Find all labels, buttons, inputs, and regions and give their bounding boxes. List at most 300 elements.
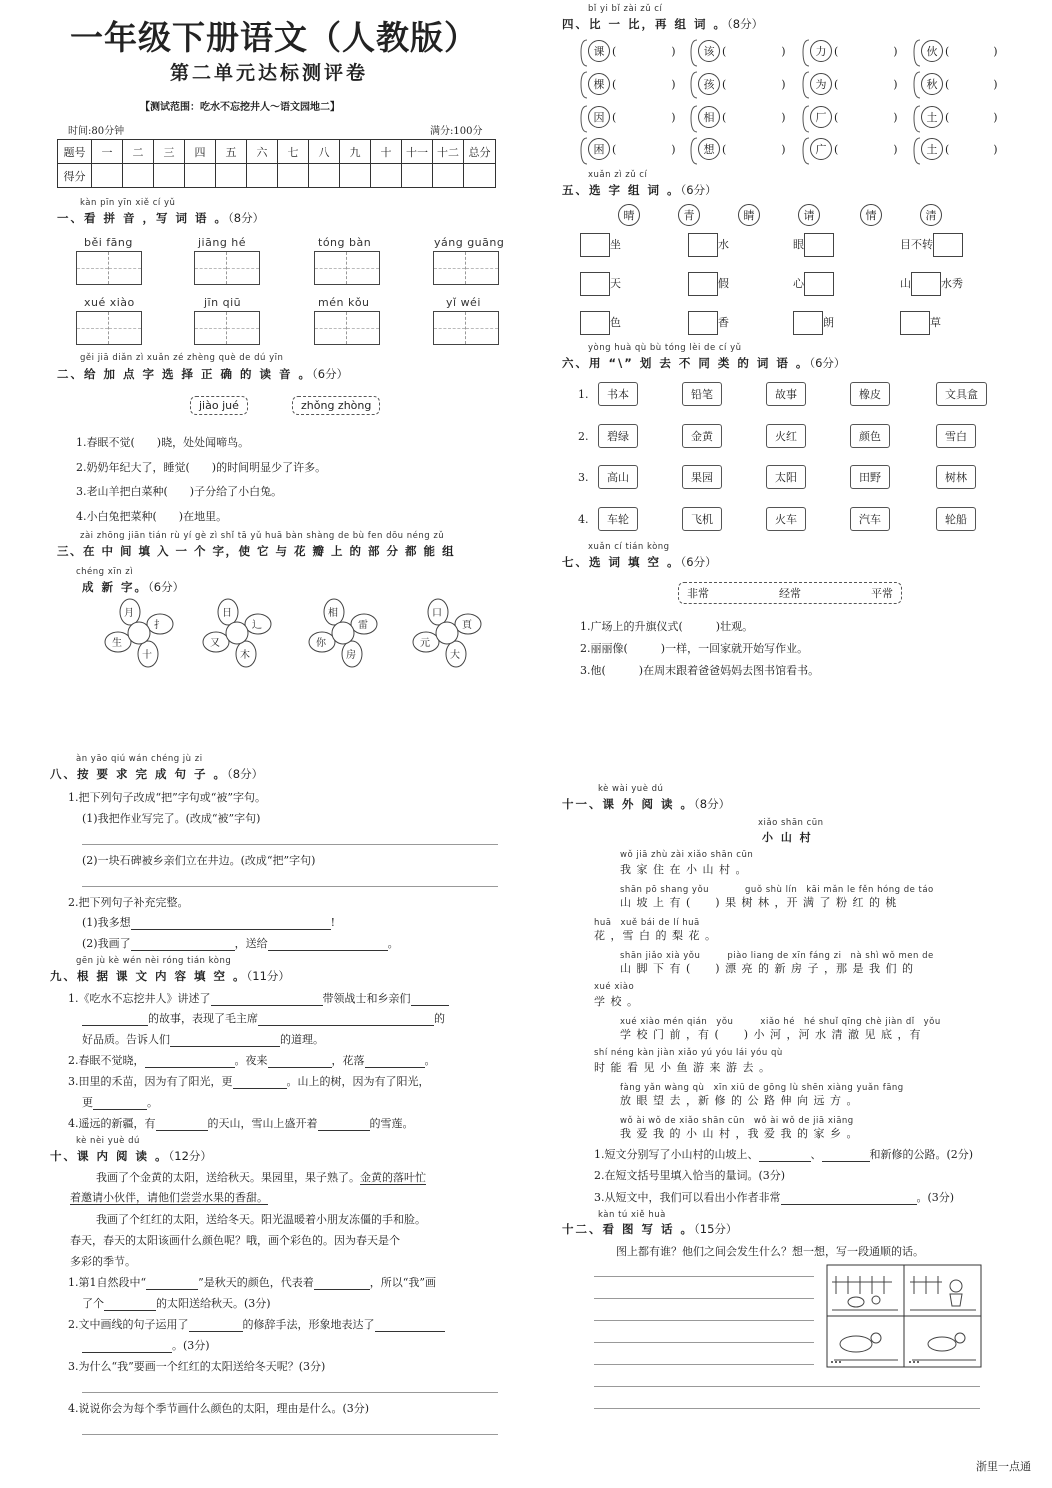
s6-row-num: 4. (578, 513, 589, 526)
s9-text: 2.春眠不觉晓， (68, 1054, 145, 1067)
s5-item: 色 (610, 316, 621, 329)
s2-item: 1.春眠不觉( )晓，处处闻啼鸟。 (76, 436, 250, 449)
answer-line[interactable] (365, 1056, 425, 1068)
word-box[interactable]: 飞机 (682, 507, 722, 531)
s9-text: 。山上的树，因为有了阳光， (286, 1075, 430, 1088)
char-circle: 课 (588, 40, 610, 62)
char-circle: 伙 (921, 40, 943, 62)
char-circle: 土 (921, 138, 943, 160)
s3-pinyin2: chéng xīn zì (76, 567, 134, 577)
flower-petals (308, 598, 378, 668)
char-circle: 相 (698, 106, 720, 128)
score-input[interactable] (278, 164, 309, 188)
answer-line[interactable] (104, 1299, 156, 1311)
word-box[interactable]: 颜色 (850, 424, 890, 448)
answer-line[interactable] (781, 1193, 917, 1205)
answer-line[interactable] (82, 1341, 172, 1353)
s2-title (57, 366, 348, 382)
paren-blank[interactable]: ( ) (834, 143, 898, 156)
answer-line[interactable] (268, 939, 388, 951)
petal-char: 扌 (154, 620, 164, 631)
s10-text: 我画了个金黄的太阳，送给秋天。果园里，果子熟了。 (96, 1171, 360, 1184)
word-box[interactable]: 果园 (682, 465, 722, 489)
score-input[interactable] (154, 164, 185, 188)
story-pinyin: wǒ ài wǒ de xiǎo shān cūn wǒ ài wǒ de jiā xiāng (620, 1116, 854, 1126)
s2-item: 3.老山羊把白菜种( )子分给了小白兔。 (76, 485, 283, 498)
answer-line[interactable] (93, 1098, 147, 1110)
score-col: 九 (340, 140, 371, 164)
petal-char: 頁 (462, 620, 472, 631)
s9-title-text: 九、根 据 课 文 内 容 填 空 。 (50, 969, 247, 983)
s9-text: 的故事，表现了毛主席 (148, 1012, 258, 1025)
petal-char: 又 (210, 638, 220, 649)
answer-line[interactable] (318, 1119, 370, 1131)
writing-grid[interactable] (76, 311, 142, 345)
score-input[interactable] (464, 164, 496, 188)
petal-char: 雷 (358, 620, 368, 631)
s5-item: 草 (930, 316, 941, 329)
story-pinyin: fàng yǎn wàng qù xīn xiū de gōng lù shēn xiàng yuǎn fāng (620, 1083, 904, 1093)
exam-time: 时间:80分钟 (68, 126, 125, 137)
petal-char: 口 (432, 608, 442, 619)
paren-blank[interactable]: ( ) (945, 111, 998, 124)
s9-pinyin: gēn jù kè wén nèi róng tián kòng (76, 956, 232, 966)
answer-line[interactable] (82, 1014, 148, 1026)
score-col: 四 (185, 140, 216, 164)
s5-title-text: 五、选 字 组 词 。 (562, 183, 681, 197)
flower (308, 598, 378, 668)
answer-box[interactable] (804, 233, 834, 257)
answer-box[interactable] (580, 233, 610, 257)
s1-title (57, 210, 264, 226)
answer-box[interactable] (580, 272, 610, 296)
s3-title: 三、在 中 间 填 入 一 个 字，使 它 与 花 瓣 上 的 部 分 都 能 组 (57, 544, 456, 558)
s7-option: 非常 (687, 587, 709, 600)
s5-row (793, 311, 834, 335)
s2-option-box: jiào jué (190, 396, 248, 415)
s2-title-text: 二、给 加 点 字 选 择 正 确 的 读 音 。 (57, 367, 313, 381)
word-box[interactable]: 太阳 (766, 465, 806, 489)
word-box[interactable]: 轮船 (936, 507, 976, 531)
word-box[interactable]: 雪白 (936, 424, 976, 448)
answer-box[interactable] (793, 311, 823, 335)
s9-text: 。 (147, 1096, 158, 1109)
s11-q3 (594, 1189, 954, 1205)
s9-text: 的道理。 (280, 1033, 324, 1046)
answer-line[interactable] (131, 918, 331, 930)
s1-word-pinyin: yáng guāng (434, 236, 505, 249)
story-line: 学 校 。 (594, 995, 639, 1008)
paren-blank[interactable]: ( ) (722, 45, 786, 58)
paren-blank[interactable]: ( ) (945, 78, 998, 91)
s7-title-text: 七、选 词 填 空 。 (562, 555, 681, 569)
s2-points: （6分） (312, 367, 349, 381)
char-circle: 棵 (588, 73, 610, 95)
petal-char: 木 (240, 650, 250, 661)
score-col: 七 (278, 140, 309, 164)
s7-option: 经常 (779, 587, 801, 600)
s8-q1b: (2)一块石碑被乡亲们立在井边。(改成“把”字句) (82, 854, 316, 867)
petal-char: 相 (328, 608, 338, 619)
page-subtitle: 第二单元达标测评卷 (170, 62, 369, 84)
s3-title2 (82, 579, 184, 595)
score-input[interactable] (185, 164, 216, 188)
s1-pinyin: kàn pīn yīn xiě cí yǔ (80, 198, 176, 208)
s6-points: （6分） (809, 356, 846, 370)
answer-line[interactable] (156, 1119, 208, 1131)
story-line: 我 爱 我 的 小 山 村 ，我 爱 我 的 家 乡 。 (620, 1127, 859, 1140)
answer-box[interactable] (911, 272, 941, 296)
s5-item: 香 (718, 316, 729, 329)
score-input[interactable] (216, 164, 247, 188)
writing-line[interactable] (594, 1342, 814, 1343)
s2-item: 2.奶奶年纪大了，睡觉( )的时间明显少了许多。 (76, 461, 327, 474)
s10-text: 1.第1自然段中“ (68, 1276, 147, 1289)
score-input[interactable] (92, 164, 123, 188)
story-pinyin: shān pō shang yǒu guǒ shù lín kāi mǎn le fěn hóng de táo (620, 885, 934, 895)
s5-item: 心 (793, 277, 804, 290)
s10-para: 我画了个红红的太阳，送给冬天。阳光温暖着小朋友冻僵的手和脸。 (96, 1213, 426, 1226)
s8-q2a-end: ! (330, 916, 336, 929)
answer-line[interactable] (82, 1434, 498, 1435)
s8-q2b-text: (2)我画了 (82, 937, 131, 950)
s4-title (562, 16, 763, 32)
s9-line (68, 1115, 414, 1131)
s10-text: 的太阳送给秋天。(3分) (156, 1297, 271, 1310)
s10-text: 2.文中画线的句子运用了 (68, 1318, 189, 1331)
s4-title-text: 四、比 一 比，再 组 词 。 (562, 17, 728, 31)
paren-blank[interactable]: ( ) (612, 78, 676, 91)
answer-line[interactable] (411, 994, 449, 1006)
answer-box[interactable] (900, 311, 930, 335)
s4-grid (580, 36, 1000, 166)
s10-text: ，所以“我”画 (369, 1276, 436, 1289)
s10-q4: 4.说说你会为每个季节画什么颜色的太阳，理由是什么。(3分) (68, 1402, 370, 1415)
score-col: 总分 (464, 140, 496, 164)
s10-q2-cont (82, 1337, 210, 1353)
watermark: 浙里一点通 (976, 1460, 1031, 1473)
s9-text: 好品质。告诉人们 (82, 1033, 170, 1046)
s9-text: 的雪莲。 (369, 1117, 414, 1130)
s9-text: 更 (82, 1096, 93, 1109)
word-box[interactable]: 火红 (766, 424, 806, 448)
paren-blank[interactable]: ( ) (722, 78, 786, 91)
s1-title-text: 一、看 拼 音 ，写 词 语 。 (57, 211, 229, 225)
char-circle: 孩 (698, 73, 720, 95)
s5-points: （6分） (680, 183, 717, 197)
char-circle: 广 (810, 138, 832, 160)
score-input[interactable] (402, 164, 433, 188)
s5-item: 假 (718, 277, 729, 290)
s10-q1-cont (82, 1295, 271, 1311)
paren-blank[interactable]: ( ) (834, 78, 898, 91)
option-circle: 睛 (738, 204, 760, 226)
s9-text: 的 (434, 1012, 445, 1025)
s11-pinyin: kè wài yuè dú (598, 784, 664, 794)
char-circle: 厂 (810, 106, 832, 128)
paren-blank[interactable]: ( ) (722, 143, 786, 156)
s8-q1a: (1)我把作业写完了。(改成“被”字句) (82, 812, 261, 825)
score-col: 五 (216, 140, 247, 164)
s10-pinyin: kè nèi yuè dú (76, 1136, 140, 1146)
writing-grid[interactable] (194, 251, 260, 285)
s11-points: （8分） (694, 797, 731, 811)
answer-box[interactable] (580, 311, 610, 335)
s9-text: 带领战士和乡亲们 (322, 992, 411, 1005)
s11-text: 1.短文分别写了小山村的山坡上、 (594, 1148, 759, 1161)
s11-text: 。(3分) (916, 1191, 955, 1204)
s4-column (802, 36, 907, 166)
answer-line[interactable] (759, 1150, 811, 1162)
score-col: 十二 (433, 140, 464, 164)
score-input[interactable] (309, 164, 340, 188)
writing-grid[interactable] (433, 311, 499, 345)
s10-text: 的修辞手法，形象地表达了 (242, 1318, 375, 1331)
answer-line[interactable] (822, 1150, 870, 1162)
s7-title (562, 554, 717, 570)
story-line: 放 眼 望 去 ，新 修 的 公 路 伸 向 远 方 。 (620, 1094, 859, 1107)
s1-word-pinyin: yǐ wéi (446, 296, 481, 309)
word-box[interactable]: 文具盒 (936, 382, 987, 406)
word-box[interactable]: 书本 (598, 382, 638, 406)
petal-char: 日 (222, 608, 232, 619)
paren-blank[interactable]: ( ) (612, 143, 676, 156)
score-row-label: 得分 (58, 164, 92, 188)
s9-line (82, 1094, 158, 1110)
writing-grid[interactable] (433, 251, 499, 285)
story-line: 我 家 住 在 小 山 村 。 (620, 863, 748, 876)
story-line: 山 坡 上 有 ( ) 果 树 林 ，开 满 了 粉 红 的 桃 (620, 896, 898, 909)
answer-box[interactable] (688, 233, 718, 257)
s8-title-text: 八、按 要 求 完 成 句 子 。 (50, 767, 228, 781)
paren-blank[interactable]: ( ) (945, 45, 998, 58)
flower (202, 598, 272, 668)
s11-text: 、 (810, 1148, 822, 1161)
s5-item: 天 (610, 277, 621, 290)
s7-points: （6分） (680, 555, 717, 569)
score-col: 十 (371, 140, 402, 164)
word-box[interactable]: 车轮 (598, 507, 638, 531)
paren-blank[interactable]: ( ) (722, 111, 786, 124)
paren-blank[interactable]: ( ) (612, 45, 676, 58)
writing-grid[interactable] (194, 311, 260, 345)
s6-row-num: 3. (578, 471, 589, 484)
s12-pinyin: kàn tú xiě huà (598, 1210, 666, 1220)
s1-word-pinyin: jīn qiū (204, 296, 242, 309)
s10-q2 (68, 1316, 445, 1332)
s5-item: 水 (718, 238, 729, 251)
petal-char: 元 (420, 638, 430, 649)
answer-box[interactable] (688, 272, 718, 296)
s12-prompt: 图上都有谁？他们之间会发生什么？想一想，写一段通顺的话。 (616, 1245, 924, 1258)
story-pinyin: shān jiǎo xià yǒu piào liang de xīn fáng zi nà shì wǒ men de (620, 951, 934, 961)
s10-title-text: 十、课 内 阅 读 。 (50, 1149, 169, 1163)
answer-line[interactable] (375, 1320, 445, 1332)
petal-char: 大 (450, 650, 460, 661)
s4-column (580, 36, 685, 166)
score-input[interactable] (247, 164, 278, 188)
full-score: 满分:100分 (430, 126, 483, 137)
s9-line (82, 1010, 445, 1026)
petal-char: 辶 (252, 620, 262, 631)
story-pinyin: xué xiào mén qián yǒu xiǎo hé hé shuǐ qīng chè jiàn dǐ yǒu (620, 1017, 941, 1027)
s1-word-pinyin: jiāng hé (198, 236, 247, 249)
s1-points: （8分） (228, 211, 265, 225)
s10-underlined: 着邀请小伙伴，请他们尝尝水果的香甜。 (70, 1191, 268, 1204)
answer-line[interactable] (82, 1392, 498, 1393)
writing-line[interactable] (594, 1298, 814, 1299)
word-box[interactable]: 故事 (766, 382, 806, 406)
s10-q1 (68, 1274, 436, 1290)
paren-blank[interactable]: ( ) (834, 111, 898, 124)
s5-item: 坐 (610, 238, 621, 251)
s10-text: 了个 (82, 1297, 104, 1310)
s7-pinyin: xuǎn cí tián kòng (588, 542, 670, 552)
s10-para: 多彩的季节。 (70, 1255, 136, 1268)
s5-row (793, 272, 834, 296)
answer-line[interactable] (258, 1014, 434, 1026)
writing-grid[interactable] (76, 251, 142, 285)
answer-line[interactable] (82, 844, 498, 845)
score-col: 一 (92, 140, 123, 164)
s8-q2a (82, 914, 335, 930)
s9-text: 的天山，雪山上盛开着 (207, 1117, 318, 1130)
s9-points: （11分） (246, 969, 290, 983)
s5-title (562, 182, 717, 198)
word-box[interactable]: 碧绿 (598, 424, 638, 448)
paren-blank[interactable]: ( ) (945, 143, 998, 156)
s11-text: 和新修的公路。(2分) (869, 1148, 974, 1161)
s9-title (50, 968, 290, 984)
word-box[interactable]: 橡皮 (850, 382, 890, 406)
answer-line[interactable] (145, 1056, 235, 1068)
picture-story-panels (826, 1264, 982, 1368)
word-box[interactable]: 金黄 (682, 424, 722, 448)
answer-line[interactable] (314, 1278, 370, 1290)
writing-grid[interactable] (314, 251, 380, 285)
s12-points: （15分） (694, 1222, 738, 1236)
option-circle: 晴 (618, 204, 640, 226)
s5-item: 山 (900, 277, 911, 290)
score-header: 题号 (58, 140, 92, 164)
s9-text: 3.田里的禾苗，因为有了阳光，更 (68, 1075, 233, 1088)
bracket-icon (913, 36, 921, 166)
s10-text: 。(3分) (172, 1339, 210, 1352)
story-line: 时 能 看 见 小 鱼 游 来 游 去 。 (594, 1061, 771, 1074)
option-circle: 青 (678, 204, 700, 226)
s3-pinyin: zài zhōng jiān tián rù yí gè zì shǐ tā yǔ huā bàn shàng de bù fen dōu néng zǔ (80, 531, 445, 541)
paren-blank[interactable]: ( ) (834, 45, 898, 58)
word-box[interactable]: 火车 (766, 507, 806, 531)
answer-line[interactable] (268, 1056, 332, 1068)
s8-points: （8分） (227, 767, 264, 781)
s6-row-num: 2. (578, 430, 589, 443)
s8-q2a-text: (1)我多想 (82, 916, 131, 929)
s5-row (688, 233, 729, 257)
writing-grid[interactable] (314, 311, 380, 345)
s12-title-text: 十二、看 图 写 话 。 (562, 1222, 695, 1236)
word-box[interactable]: 高山 (598, 465, 638, 489)
option-circle: 请 (798, 204, 820, 226)
writing-line[interactable] (594, 1276, 814, 1277)
writing-line[interactable] (594, 1320, 814, 1321)
s1-word-pinyin: tóng bàn (318, 236, 372, 249)
s6-title (562, 355, 845, 371)
score-col: 六 (247, 140, 278, 164)
answer-line[interactable] (233, 1077, 287, 1089)
writing-line[interactable] (594, 1386, 980, 1387)
score-col: 八 (309, 140, 340, 164)
story-pinyin: wǒ jiā zhù zài xiǎo shān cūn (620, 850, 754, 860)
s3-flowers (100, 598, 500, 668)
s7-option-box (678, 582, 902, 604)
writing-line[interactable] (594, 1364, 814, 1365)
answer-line[interactable] (170, 1035, 280, 1047)
s8-title (50, 766, 263, 782)
s9-text: 4.遥远的新疆，有 (68, 1117, 156, 1130)
s1-word-pinyin: xué xiào (84, 296, 135, 309)
s9-line (82, 1031, 324, 1047)
s9-line (68, 1073, 430, 1089)
s9-line (68, 990, 449, 1006)
s3-points: （6分） (148, 580, 185, 594)
s10-para (96, 1169, 426, 1185)
s9-text: 。 (424, 1054, 436, 1067)
answer-line[interactable] (211, 994, 323, 1006)
answer-line[interactable] (146, 1278, 198, 1290)
story-pinyin: shí néng kàn jiàn xiǎo yú yóu lái yóu qù (594, 1048, 783, 1058)
story-line: 学 校 门 前 ，有 ( ) 小 河 ，河 水 清 澈 见 底 ，有 (620, 1028, 922, 1041)
answer-box[interactable] (933, 233, 963, 257)
petal-char: 月 (124, 608, 134, 619)
score-col: 三 (154, 140, 185, 164)
answer-line[interactable] (189, 1320, 243, 1332)
score-input[interactable] (371, 164, 402, 188)
score-input[interactable] (340, 164, 371, 188)
s9-line (68, 1052, 436, 1068)
flower-petals (104, 598, 174, 668)
bracket-icon (690, 36, 698, 166)
story-pinyin: xué xiào (594, 982, 635, 992)
answer-line[interactable] (82, 886, 498, 887)
s5-row (688, 272, 729, 296)
s8-q1: 1.把下列句子改成“把”字句或“被”字句。 (68, 791, 266, 804)
option-circle: 情 (860, 204, 882, 226)
score-input[interactable] (433, 164, 464, 188)
word-box[interactable]: 田野 (850, 465, 890, 489)
paren-blank[interactable]: ( ) (612, 111, 676, 124)
s8-q2b (82, 935, 399, 951)
word-box[interactable]: 铅笔 (682, 382, 722, 406)
answer-box[interactable] (804, 272, 834, 296)
word-box[interactable]: 汽车 (850, 507, 890, 531)
word-box[interactable]: 树林 (936, 465, 976, 489)
bracket-icon (802, 36, 810, 166)
s4-points: （8分） (727, 17, 764, 31)
s11-text: 3.从短文中，我们可以看出小作者非常 (594, 1191, 781, 1204)
score-table (57, 139, 496, 188)
answer-box[interactable] (688, 311, 718, 335)
s5-row (900, 233, 963, 257)
answer-line[interactable] (131, 939, 235, 951)
score-input[interactable] (123, 164, 154, 188)
writing-line[interactable] (594, 1408, 980, 1409)
s10-q3: 3.为什么“我”要画一个红红的太阳送给冬天呢？(3分) (68, 1360, 326, 1373)
s7-item: 1.广场上的升旗仪式( )壮观。 (580, 620, 754, 633)
s10-title (50, 1148, 212, 1164)
char-circle: 为 (810, 73, 832, 95)
s5-row (793, 233, 834, 257)
